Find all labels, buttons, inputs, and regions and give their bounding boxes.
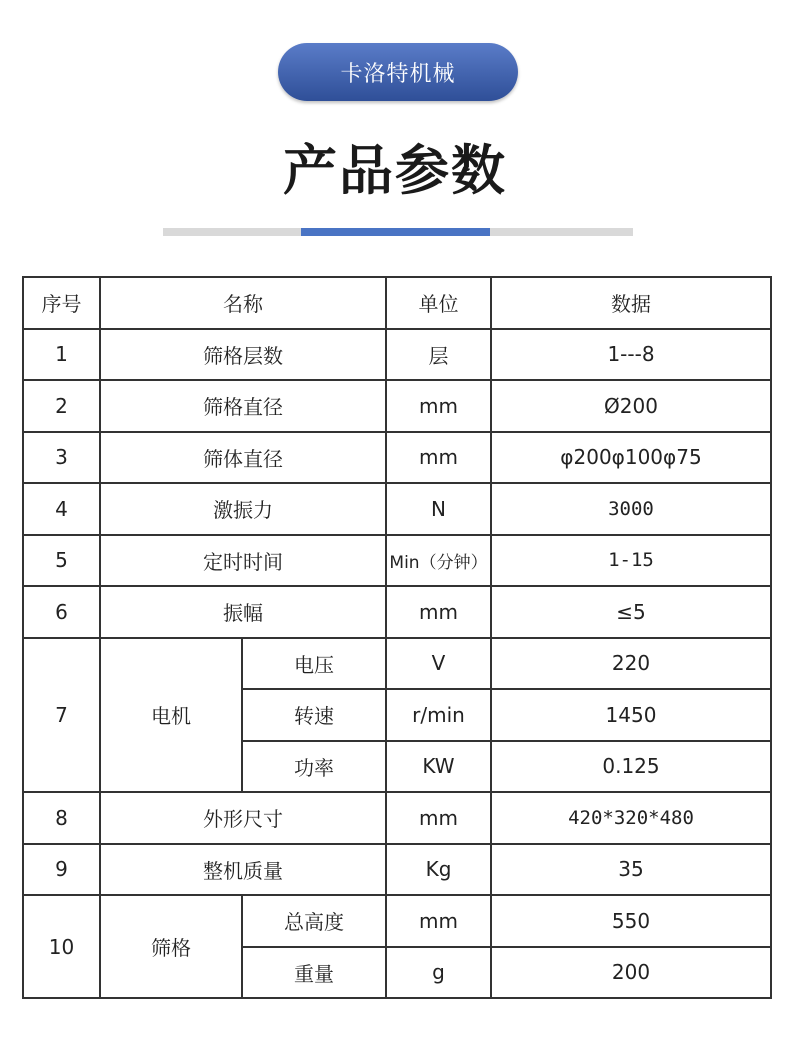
cell-name: 筛格直径 (100, 380, 386, 432)
cell-name: 外形尺寸 (100, 792, 386, 844)
cell-sub-name: 重量 (242, 947, 386, 999)
cell-unit: Kg (386, 844, 491, 896)
cell-value: 35 (491, 844, 771, 896)
cell-value: 1-15 (491, 535, 771, 587)
cell-value: 3000 (491, 483, 771, 535)
cell-no: 5 (23, 535, 100, 587)
cell-unit: r/min (386, 689, 491, 741)
cell-name: 定时时间 (100, 535, 386, 587)
cell-unit: 层 (386, 329, 491, 381)
cell-sub-name: 功率 (242, 741, 386, 793)
title-underline-accent (301, 228, 490, 236)
cell-name: 筛体直径 (100, 432, 386, 484)
header-name: 名称 (100, 277, 386, 329)
cell-value: 200 (491, 947, 771, 999)
cell-sub-name: 总高度 (242, 895, 386, 947)
cell-no: 2 (23, 380, 100, 432)
cell-name: 激振力 (100, 483, 386, 535)
cell-no: 3 (23, 432, 100, 484)
cell-value: 0.125 (491, 741, 771, 793)
cell-name: 整机质量 (100, 844, 386, 896)
cell-no: 7 (23, 638, 100, 793)
cell-no: 10 (23, 895, 100, 998)
cell-name: 振幅 (100, 586, 386, 638)
cell-no: 6 (23, 586, 100, 638)
table-row (23, 586, 771, 638)
cell-unit: mm (386, 792, 491, 844)
cell-unit: N (386, 483, 491, 535)
cell-unit: mm (386, 380, 491, 432)
brand-pill (278, 43, 518, 101)
spec-table (22, 276, 772, 999)
cell-group-name: 筛格 (100, 895, 242, 998)
cell-no: 8 (23, 792, 100, 844)
cell-unit: mm (386, 895, 491, 947)
cell-unit: KW (386, 741, 491, 793)
cell-sub-name: 转速 (242, 689, 386, 741)
cell-value: 420*320*480 (491, 792, 771, 844)
table-row (23, 535, 771, 587)
table-row (23, 483, 771, 535)
header-no: 序号 (23, 277, 100, 329)
header-value: 数据 (491, 277, 771, 329)
cell-value: 550 (491, 895, 771, 947)
cell-value: 1450 (491, 689, 771, 741)
cell-group-name: 电机 (100, 638, 242, 793)
table-row (23, 329, 771, 381)
cell-value: φ200φ100φ75 (491, 432, 771, 484)
cell-value: 220 (491, 638, 771, 690)
cell-unit: mm (386, 432, 491, 484)
cell-unit: Min（分钟） (386, 535, 491, 587)
cell-unit: V (386, 638, 491, 690)
table-row (23, 844, 771, 896)
page-title: 产品参数 (283, 139, 507, 202)
table-header-row (23, 277, 771, 329)
cell-value: ≤5 (491, 586, 771, 638)
cell-no: 1 (23, 329, 100, 381)
cell-name: 筛格层数 (100, 329, 386, 381)
cell-sub-name: 电压 (242, 638, 386, 690)
brand-label: 卡洛特机械 (340, 61, 456, 87)
cell-unit: mm (386, 586, 491, 638)
header-unit: 单位 (386, 277, 491, 329)
table-row (23, 895, 771, 947)
table-row (23, 432, 771, 484)
cell-no: 4 (23, 483, 100, 535)
cell-unit: g (386, 947, 491, 999)
cell-value: 1---8 (491, 329, 771, 381)
cell-no: 9 (23, 844, 100, 896)
table-row (23, 638, 771, 690)
cell-value: Ø200 (491, 380, 771, 432)
table-row (23, 380, 771, 432)
table-row (23, 792, 771, 844)
